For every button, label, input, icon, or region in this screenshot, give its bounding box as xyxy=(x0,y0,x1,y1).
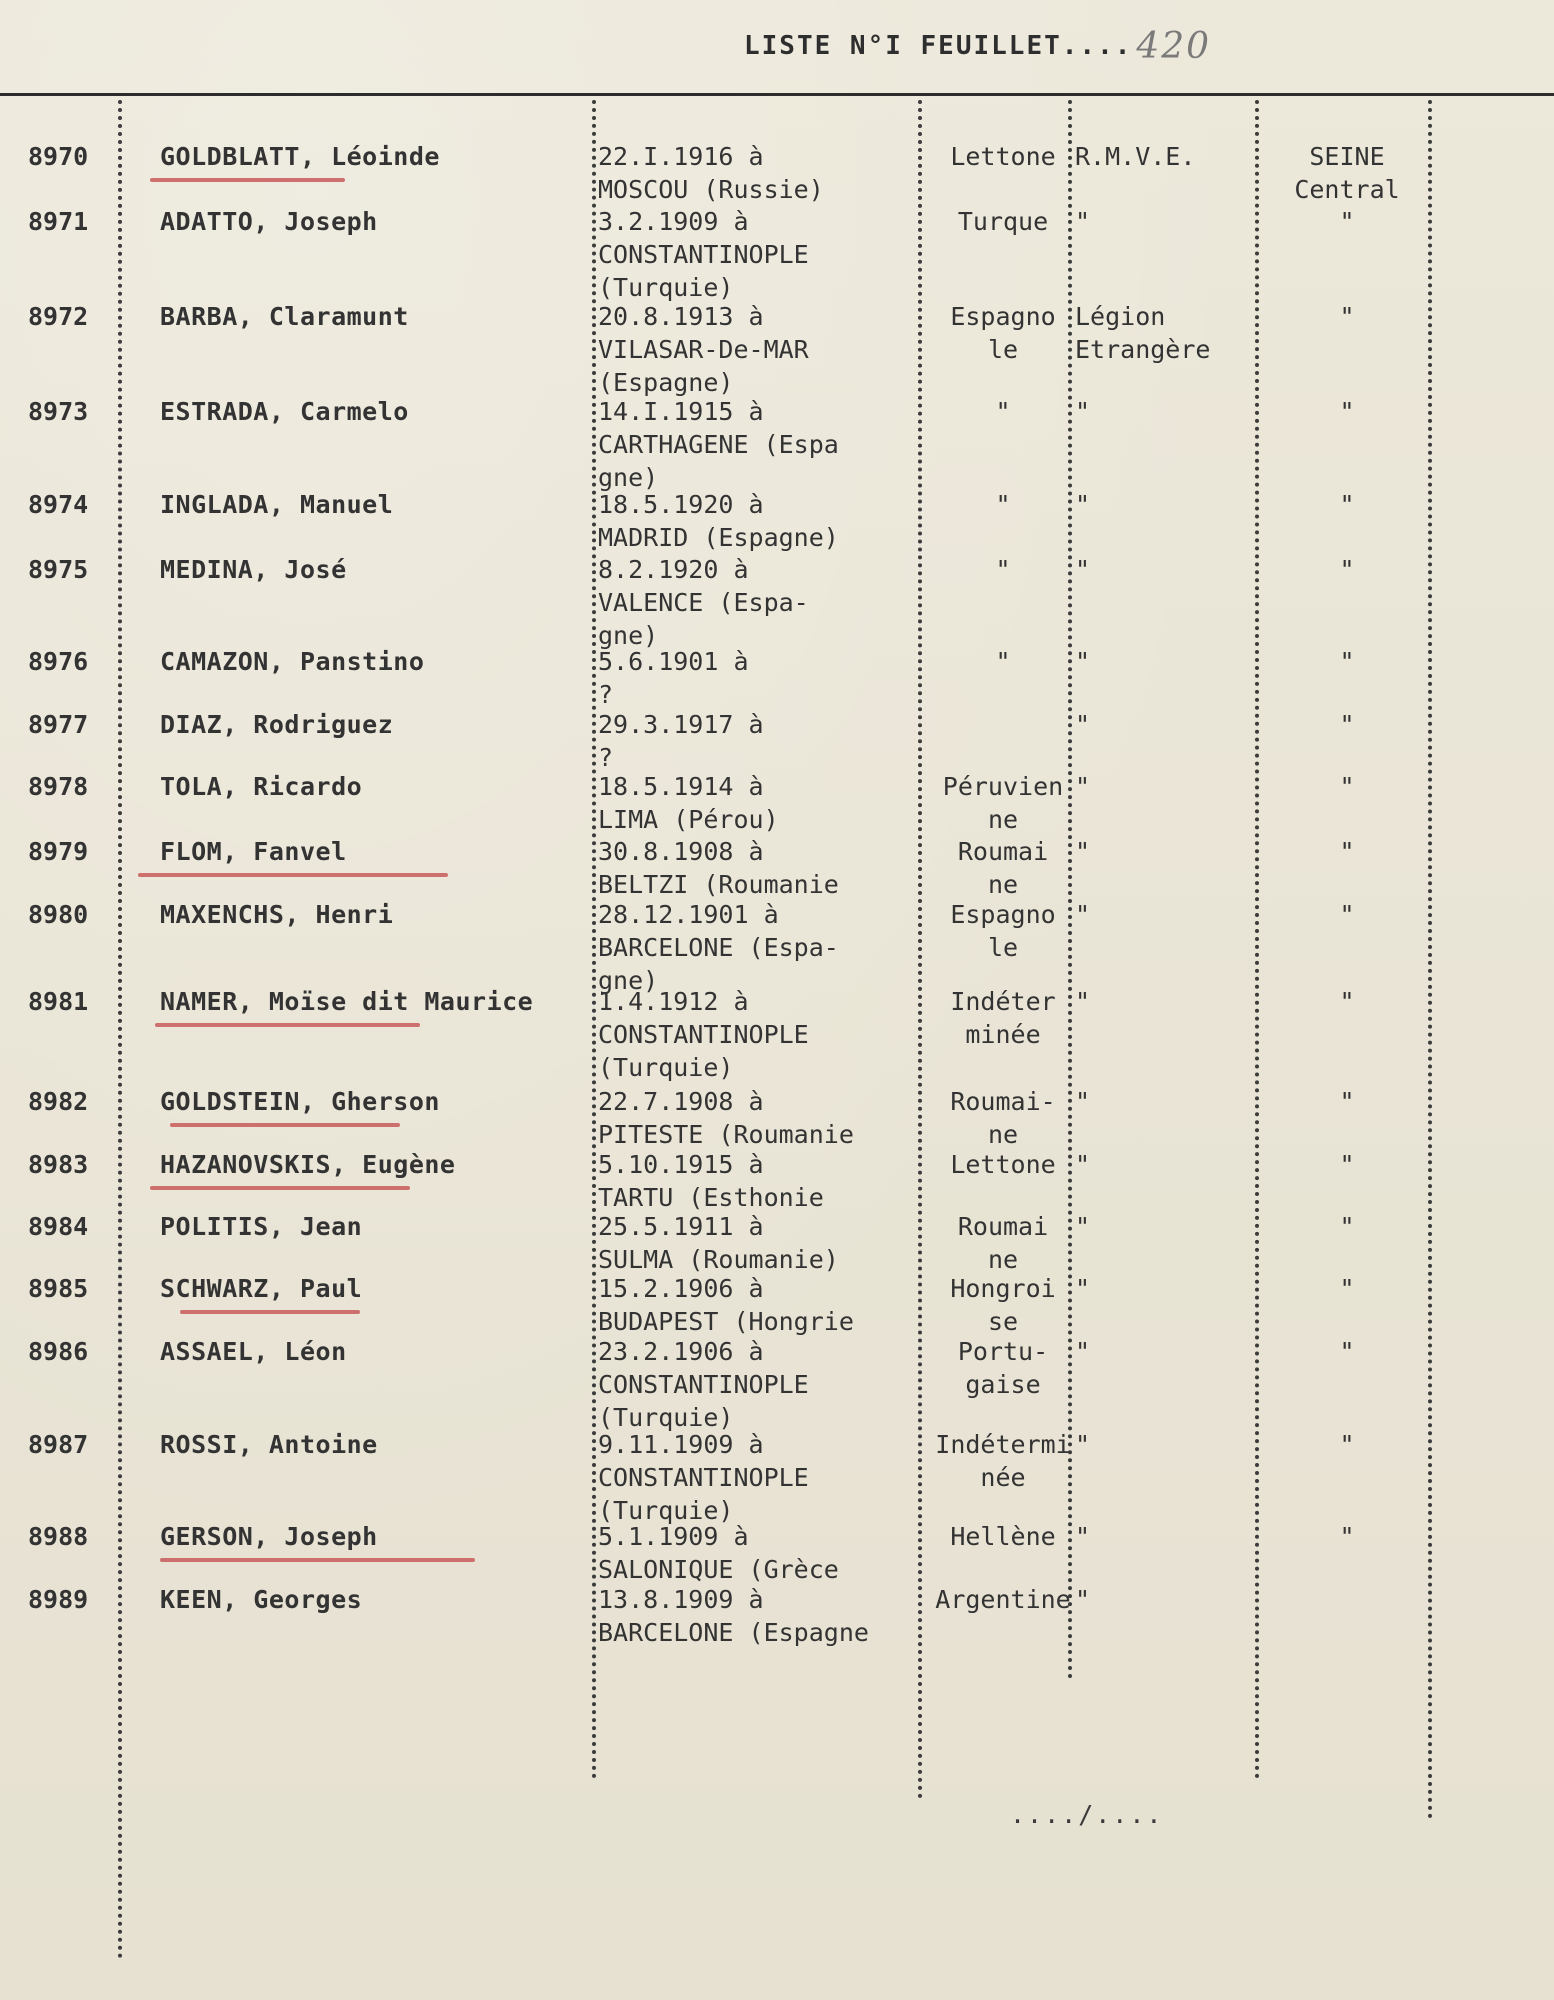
department: " xyxy=(1339,837,1355,866)
red-pencil-underline xyxy=(138,873,448,877)
department: " xyxy=(1339,1274,1355,1303)
organisation: " xyxy=(1075,837,1091,866)
list-title: LISTE N°I FEUILLET.... xyxy=(744,31,1133,61)
department: " xyxy=(1339,1337,1355,1366)
entry-number: 8972 xyxy=(28,302,89,331)
nationality: " xyxy=(995,647,1011,676)
red-pencil-underline xyxy=(150,178,345,182)
entry-number: 8984 xyxy=(28,1212,89,1241)
red-pencil-underline xyxy=(155,1023,420,1027)
birth-info: 18.5.1920 à MADRID (Espagne) xyxy=(598,490,839,552)
birth-info: 22.I.1916 à MOSCOU (Russie) xyxy=(598,142,824,204)
red-pencil-underline xyxy=(180,1310,360,1314)
birth-info: 18.5.1914 à LIMA (Pérou) xyxy=(598,772,779,834)
organisation: " xyxy=(1075,207,1091,236)
page-header xyxy=(744,22,1212,67)
department: " xyxy=(1339,1087,1355,1116)
nationality: Espagno le xyxy=(950,302,1056,364)
organisation: " xyxy=(1075,397,1091,426)
continuation-mark: ..../.... xyxy=(1010,1800,1164,1829)
red-pencil-underline xyxy=(170,1123,400,1127)
department: " xyxy=(1339,710,1355,739)
organisation: " xyxy=(1075,555,1091,584)
handwritten-page-number: 420 xyxy=(1136,26,1212,67)
person-name: ROSSI, Antoine xyxy=(160,1430,378,1459)
entry-number: 8987 xyxy=(28,1430,89,1459)
nationality: " xyxy=(995,490,1011,519)
department: " xyxy=(1339,555,1355,584)
person-name: BARBA, Claramunt xyxy=(160,302,409,331)
department: " xyxy=(1339,1212,1355,1241)
department: " xyxy=(1339,1430,1355,1459)
birth-info: 30.8.1908 à BELTZI (Roumanie xyxy=(598,837,839,899)
organisation: " xyxy=(1075,1585,1091,1614)
department: SEINE Central xyxy=(1294,142,1400,204)
organisation: " xyxy=(1075,1430,1091,1459)
organisation: " xyxy=(1075,1274,1091,1303)
birth-info: 3.2.1909 à CONSTANTINOPLE (Turquie) xyxy=(598,207,809,302)
person-name: POLITIS, Jean xyxy=(160,1212,363,1241)
entry-number: 8976 xyxy=(28,647,89,676)
department: " xyxy=(1339,987,1355,1016)
nationality: Hellène xyxy=(950,1522,1056,1551)
organisation: " xyxy=(1075,1212,1091,1241)
column-separator-6 xyxy=(1428,100,1432,1820)
entry-number: 8983 xyxy=(28,1150,89,1179)
department: " xyxy=(1339,647,1355,676)
birth-info: 8.2.1920 à VALENCE (Espa- gne) xyxy=(598,555,809,650)
organisation: R.M.V.E. xyxy=(1075,142,1196,171)
nationality: Roumai ne xyxy=(957,837,1049,899)
nationality: " xyxy=(995,555,1011,584)
organisation: " xyxy=(1075,710,1091,739)
nationality: Roumai ne xyxy=(957,1212,1049,1274)
organisation: " xyxy=(1075,1087,1091,1116)
nationality: Péruvien ne xyxy=(942,772,1064,834)
birth-info: 9.11.1909 à CONSTANTINOPLE (Turquie) xyxy=(598,1430,809,1525)
organisation: " xyxy=(1075,1337,1091,1366)
birth-info: 13.8.1909 à BARCELONE (Espagne xyxy=(598,1585,869,1647)
nationality: Lettone xyxy=(950,142,1056,171)
person-name: KEEN, Georges xyxy=(160,1585,363,1614)
person-name: ASSAEL, Léon xyxy=(160,1337,347,1366)
person-name: GERSON, Joseph xyxy=(160,1522,378,1551)
entry-number: 8980 xyxy=(28,900,89,929)
entry-number: 8977 xyxy=(28,710,89,739)
organisation: " xyxy=(1075,900,1091,929)
birth-info: 5.6.1901 à ? xyxy=(598,647,749,709)
department: " xyxy=(1339,302,1355,331)
entry-number: 8985 xyxy=(28,1274,89,1303)
person-name: SCHWARZ, Paul xyxy=(160,1274,363,1303)
nationality: Indéter minée xyxy=(950,987,1056,1049)
person-name: ESTRADA, Carmelo xyxy=(160,397,409,426)
birth-info: 29.3.1917 à ? xyxy=(598,710,764,772)
entry-number: 8979 xyxy=(28,837,89,866)
organisation: " xyxy=(1075,1522,1091,1551)
nationality: Roumai- ne xyxy=(950,1087,1056,1149)
entry-number: 8986 xyxy=(28,1337,89,1366)
entry-number: 8982 xyxy=(28,1087,89,1116)
birth-info: 22.7.1908 à PITESTE (Roumanie xyxy=(598,1087,854,1149)
department: " xyxy=(1339,207,1355,236)
nationality: Lettone xyxy=(950,1150,1056,1179)
red-pencil-underline xyxy=(150,1186,410,1190)
entry-number: 8975 xyxy=(28,555,89,584)
birth-info: 20.8.1913 à VILASAR-De-MAR (Espagne) xyxy=(598,302,809,397)
nationality: Portu- gaise xyxy=(957,1337,1049,1399)
organisation: Légion Etrangère xyxy=(1075,302,1211,364)
nationality: Indétermi née xyxy=(935,1430,1071,1492)
birth-info: 28.12.1901 à BARCELONE (Espa- gne) xyxy=(598,900,839,995)
person-name: DIAZ, Rodriguez xyxy=(160,710,394,739)
person-name: FLOM, Fanvel xyxy=(160,837,347,866)
entry-number: 8989 xyxy=(28,1585,89,1614)
person-name: MEDINA, José xyxy=(160,555,347,584)
department: " xyxy=(1339,1522,1355,1551)
entry-number: 8988 xyxy=(28,1522,89,1551)
entry-number: 8970 xyxy=(28,142,89,171)
organisation: " xyxy=(1075,1150,1091,1179)
person-name: INGLADA, Manuel xyxy=(160,490,394,519)
nationality: " xyxy=(995,397,1011,426)
person-name: MAXENCHS, Henri xyxy=(160,900,394,929)
birth-info: 1.4.1912 à CONSTANTINOPLE (Turquie) xyxy=(598,987,809,1082)
person-name: HAZANOVSKIS, Eugène xyxy=(160,1150,456,1179)
column-separator-1 xyxy=(118,100,122,1960)
entry-number: 8973 xyxy=(28,397,89,426)
column-separator-2 xyxy=(592,100,596,1780)
person-name: CAMAZON, Panstino xyxy=(160,647,425,676)
person-name: GOLDBLATT, Léoinde xyxy=(160,142,440,171)
birth-info: 25.5.1911 à SULMA (Roumanie) xyxy=(598,1212,839,1274)
person-name: GOLDSTEIN, Gherson xyxy=(160,1087,440,1116)
organisation: " xyxy=(1075,987,1091,1016)
department: " xyxy=(1339,397,1355,426)
nationality: Espagno le xyxy=(950,900,1056,962)
birth-info: 5.1.1909 à SALONIQUE (Grèce xyxy=(598,1522,839,1584)
entry-number: 8978 xyxy=(28,772,89,801)
nationality: Turque xyxy=(957,207,1049,236)
organisation: " xyxy=(1075,490,1091,519)
entry-number: 8981 xyxy=(28,987,89,1016)
organisation: " xyxy=(1075,772,1091,801)
person-name: NAMER, Moïse dit Maurice xyxy=(160,987,534,1016)
person-name: ADATTO, Joseph xyxy=(160,207,378,236)
nationality: Hongroi se xyxy=(950,1274,1056,1336)
department: " xyxy=(1339,900,1355,929)
birth-info: 15.2.1906 à BUDAPEST (Hongrie xyxy=(598,1274,854,1336)
person-name: TOLA, Ricardo xyxy=(160,772,363,801)
birth-info: 23.2.1906 à CONSTANTINOPLE (Turquie) xyxy=(598,1337,809,1432)
organisation: " xyxy=(1075,647,1091,676)
department: " xyxy=(1339,1150,1355,1179)
header-rule xyxy=(0,93,1554,96)
birth-info: 14.I.1915 à CARTHAGENE (Espa gne) xyxy=(598,397,839,492)
department: " xyxy=(1339,490,1355,519)
red-pencil-underline xyxy=(160,1558,475,1562)
nationality: Argentine xyxy=(935,1585,1071,1614)
entry-number: 8971 xyxy=(28,207,89,236)
department: " xyxy=(1339,772,1355,801)
birth-info: 5.10.1915 à TARTU (Esthonie xyxy=(598,1150,824,1212)
entry-number: 8974 xyxy=(28,490,89,519)
